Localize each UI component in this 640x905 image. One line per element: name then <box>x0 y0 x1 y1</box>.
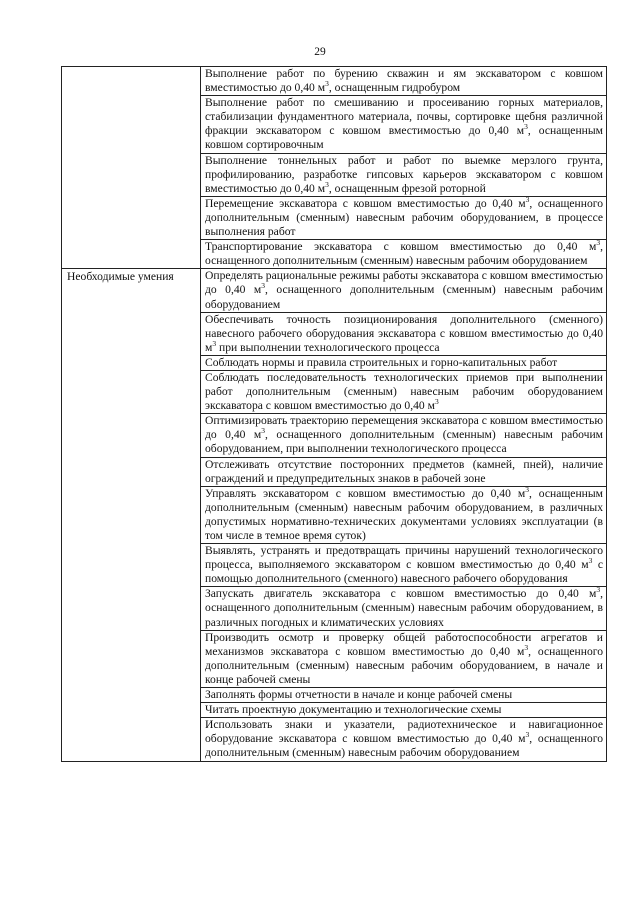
requirements-table <box>61 66 607 762</box>
table-row <box>62 269 607 312</box>
requirement-item: Выявлять, устранять и предотвращать причины нарушений технологического процесса, выполняемого экскаватором с ковшом вместимостью до 0,40 $м^3$ с помощью дополнительного (сменного) навесного рабочего оборудования <box>201 544 607 587</box>
requirement-item: Соблюдать нормы и правила строительных и горно-капитальных работ <box>201 355 607 370</box>
requirement-item: Выполнение работ по смешиванию и просеиванию горных материалов, стабилизации фундаментного материала, почвы, сортировке щебня различной фракции экскаватором с ковшом вместимостью до 0,40 $м^3$, оснащенным ковшом сортировочным <box>201 96 607 153</box>
requirement-item: Управлять экскаватором с ковшом вместимостью до 0,40 $м^3$, оснащенным дополнительным (сменным) навесным рабочим оборудованием, в различных допустимых нормативно-технических документами условиях эксплуатации (в том числе в темное время суток) <box>201 486 607 543</box>
requirement-item: Заполнять формы отчетности в начале и конце рабочей смены <box>201 688 607 703</box>
requirement-item: Определять рациональные режимы работы экскаватора с ковшом вместимостью до 0,40 $м^3$, оснащенного дополнительным (сменным) навесным рабочим оборудованием <box>201 269 607 312</box>
requirement-item: Транспортирование экскаватора с ковшом вместимостью до 0,40 $м^3$, оснащенного дополнительным (сменным) навесным рабочим оборудованием <box>201 240 607 269</box>
requirement-item: Соблюдать последовательность технологических приемов при выполнении работ дополнительным (сменным) навесным рабочим оборудованием экскаватора с ковшом вместимостью до 0,40 $м^3$ <box>201 370 607 413</box>
requirement-item: Обеспечивать точность позиционирования дополнительного (сменного) навесного рабочего оборудования экскаватора с ковшом вместимостью до 0,40 $м^3$ при выполнении технологического процесса <box>201 312 607 355</box>
section-label <box>62 67 201 269</box>
page-number: 29 <box>314 46 326 58</box>
table-row <box>62 67 607 96</box>
requirement-item: Выполнение тоннельных работ и работ по выемке мерзлого грунта, профилированию, разработке гипсовых карьеров экскаватором с ковшом вместимостью до 0,40 $м^3$, оснащенным фрезой роторной <box>201 153 607 196</box>
requirement-item: Перемещение экскаватора с ковшом вместимостью до 0,40 $м^3$, оснащенного дополнительным (сменным) навесным рабочим оборудованием, в процессе выполнения работ <box>201 196 607 239</box>
requirement-item: Выполнение работ по бурению скважин и ям экскаватором с ковшом вместимостью до 0,40 $м^3$, оснащенным гидробуром <box>201 67 607 96</box>
requirement-item: Оптимизировать траекторию перемещения экскаватора с ковшом вместимостью до 0,40 $м^3$, оснащенного дополнительным (сменным) навесным рабочим оборудованием, при выполнении технологического процесса <box>201 414 607 457</box>
section-label: Необходимые умения <box>62 269 201 761</box>
requirement-item: Отслеживать отсутствие посторонних предметов (камней, пней), наличие ограждений и предупредительных знаков в рабочей зоне <box>201 457 607 486</box>
requirement-item: Читать проектную документацию и технологические схемы <box>201 703 607 718</box>
requirement-item: Производить осмотр и проверку общей работоспособности агрегатов и механизмов экскаватора с ковшом вместимостью до 0,40 $м^3$, оснащенного дополнительным (сменным) навесным рабочим оборудованием, в начале и конце рабочей смены <box>201 630 607 687</box>
requirement-item: Запускать двигатель экскаватора с ковшом вместимостью до 0,40 $м^3$, оснащенного дополнительным (сменным) навесным рабочим оборудованием, в различных погодных и климатических условиях <box>201 587 607 630</box>
requirement-item: Использовать знаки и указатели, радиотехническое и навигационное оборудование экскаватора с ковшом вместимостью до 0,40 $м^3$, оснащенного дополнительным (сменным) навесным рабочим оборудованием <box>201 718 607 761</box>
